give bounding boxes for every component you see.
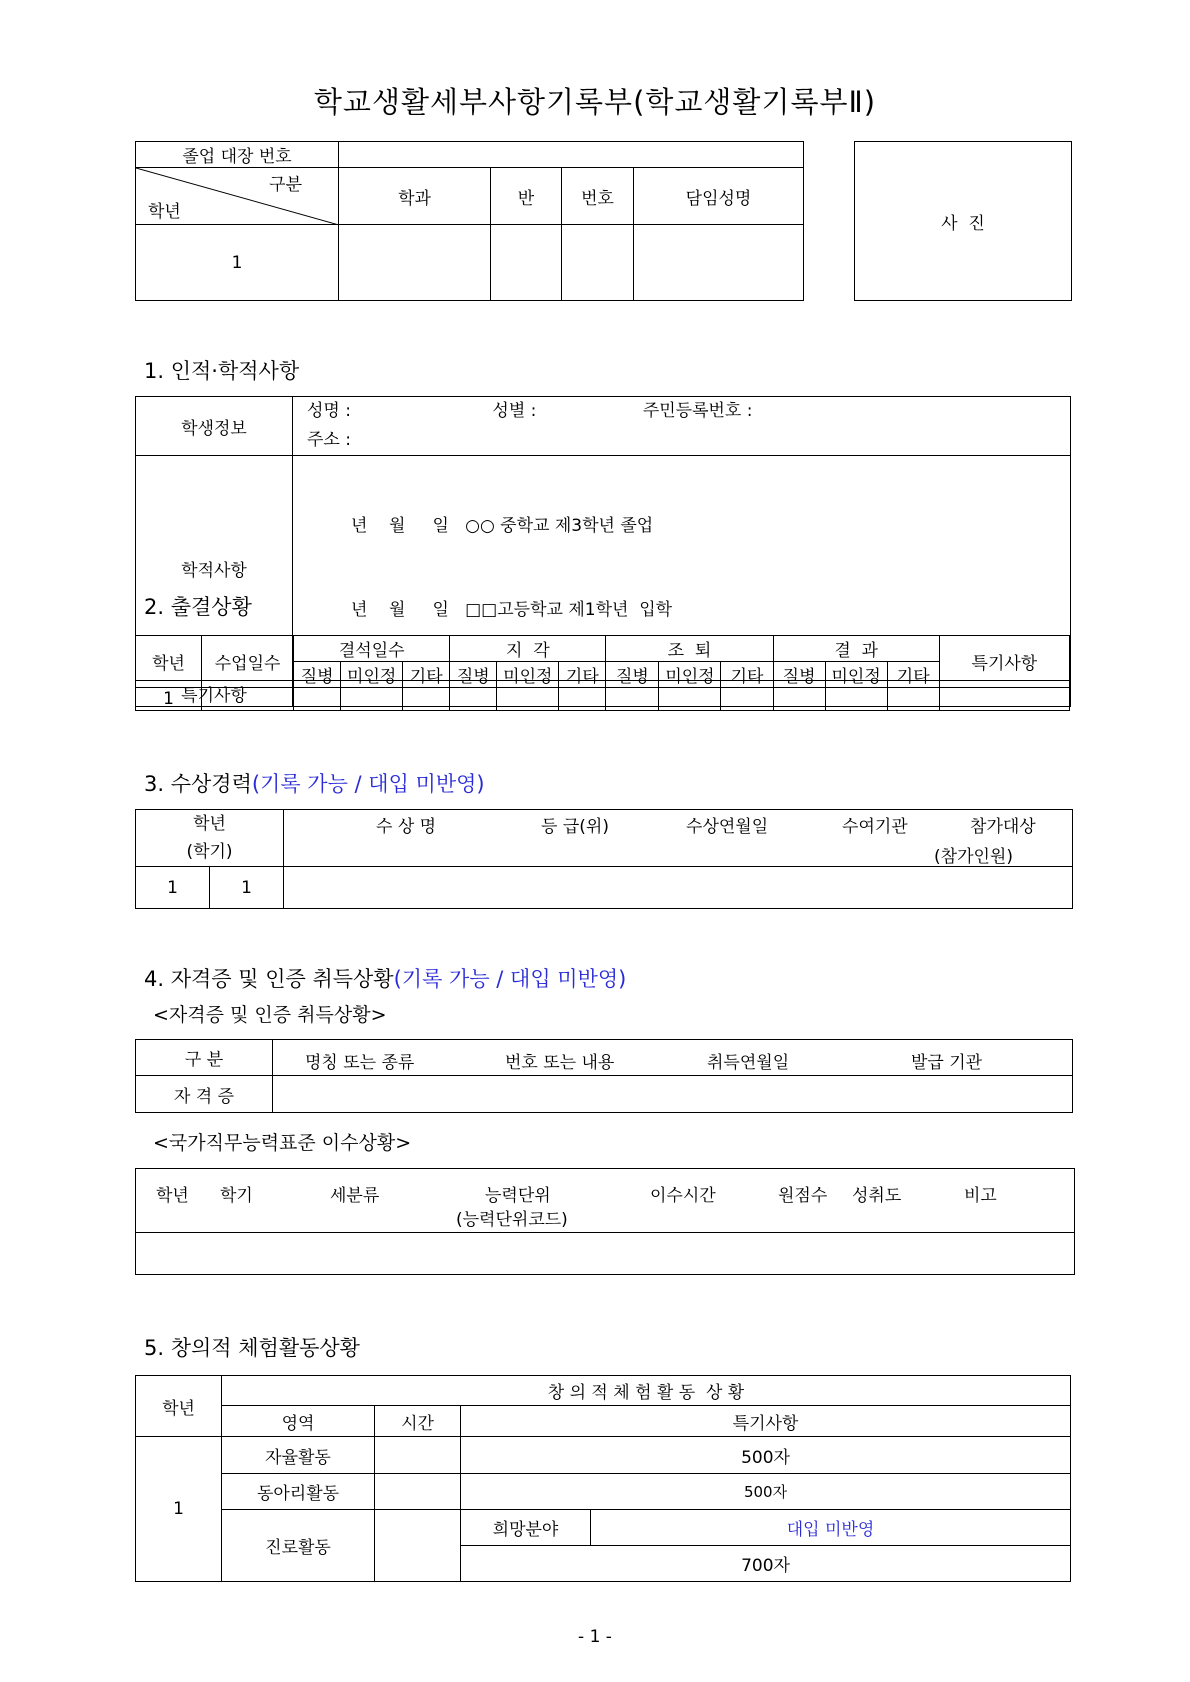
- ban-header: 반: [491, 168, 562, 225]
- attendance-table: [135, 635, 1070, 711]
- creative-activities-table: [135, 1375, 1071, 1582]
- gubun-label: 구분: [269, 175, 302, 195]
- cert-name-header: 명칭 또는 종류: [305, 1053, 415, 1073]
- teacher-header: 담임성명: [634, 168, 804, 225]
- sub-other: 기타: [887, 662, 939, 688]
- att-cell[interactable]: [450, 688, 497, 711]
- section-3-note: (기록 가능 / 대입 미반영): [251, 772, 485, 796]
- att-cell[interactable]: [659, 688, 721, 711]
- certificate-table: [135, 1039, 1073, 1113]
- att-days-header: 수업일수: [202, 636, 294, 688]
- cert-num-header: 번호 또는 내용: [505, 1053, 615, 1073]
- ncs-semester-header: 학기: [220, 1186, 253, 1206]
- att-cell[interactable]: [559, 688, 606, 711]
- dept-value[interactable]: [339, 225, 491, 301]
- ncs-unit-code-header: (능력단위코드): [456, 1210, 568, 1230]
- sub-other: 기타: [721, 662, 773, 688]
- award-row-content[interactable]: [284, 867, 1073, 909]
- cert-issuer-header: 발급 기관: [911, 1053, 983, 1073]
- rrn-label: 주민등록번호 :: [642, 401, 753, 421]
- academic-line-1: 년 월 일 ○○ 중학교 제3학년 졸업: [351, 516, 654, 536]
- award-org-header: 수여기관: [842, 817, 908, 837]
- teacher-value[interactable]: [634, 225, 804, 301]
- ca-autonomous-label: 자율활동: [222, 1437, 375, 1474]
- academic-line-2: 년 월 일 □□고등학교 제1학년 입학: [351, 600, 673, 620]
- ncs-unit-header: 능력단위: [485, 1186, 551, 1206]
- page-number: - 1 -: [578, 1627, 612, 1647]
- grade-label: 학년: [148, 202, 181, 222]
- ca-special-header: 특기사항: [461, 1406, 1071, 1437]
- ca-career-label: 진로활동: [222, 1510, 375, 1582]
- ca-career-time[interactable]: [375, 1510, 461, 1582]
- att-cell[interactable]: [721, 688, 773, 711]
- ban-value[interactable]: [491, 225, 562, 301]
- photo-label: 사 진: [941, 213, 985, 234]
- section-5-heading: 5. 창의적 체험활동상황: [144, 1336, 360, 1360]
- cert-row-label: 자 격 증: [136, 1076, 273, 1113]
- ca-grade-header: 학년: [136, 1376, 222, 1437]
- student-info-label: 학생정보: [136, 397, 293, 456]
- special-label: 특기사항: [136, 681, 293, 707]
- sub-other: 기타: [403, 662, 450, 688]
- att-cell[interactable]: [825, 688, 887, 711]
- number-value[interactable]: [562, 225, 634, 301]
- ncs-table: [135, 1168, 1075, 1275]
- section-4-note: (기록 가능 / 대입 미반영): [393, 967, 627, 991]
- academic-label: 학적사항: [136, 456, 293, 681]
- att-cell[interactable]: [939, 688, 1069, 711]
- award-grade-header: 학년: [193, 814, 226, 834]
- sub-unexcused: 미인정: [825, 662, 887, 688]
- ca-club-note: 500자: [461, 1474, 1071, 1510]
- grade-value: 1: [136, 225, 339, 301]
- grad-no-label: 졸업 대장 번호: [136, 142, 339, 168]
- cert-date-header: 취득연월일: [707, 1053, 790, 1073]
- early-header: 조 퇴: [606, 636, 773, 662]
- ncs-achieve-header: 성취도: [852, 1186, 902, 1206]
- award-semester-header: (학기): [186, 842, 233, 862]
- dept-header: 학과: [339, 168, 491, 225]
- att-cell[interactable]: [606, 688, 659, 711]
- ca-autonomous-time[interactable]: [375, 1437, 461, 1474]
- sub-illness: 질병: [294, 662, 341, 688]
- sub-other: 기타: [559, 662, 606, 688]
- att-cell[interactable]: [341, 688, 403, 711]
- page-title: 학교생활세부사항기록부(학교생활기록부Ⅱ): [313, 85, 877, 119]
- att-cell[interactable]: [403, 688, 450, 711]
- section-2-heading: 2. 출결상황: [144, 595, 252, 619]
- award-target-header: 참가대상: [970, 817, 1036, 837]
- absence-header: 결석일수: [294, 636, 450, 662]
- ca-hope-note: 대입 미반영: [591, 1510, 1071, 1546]
- ca-row-grade: 1: [136, 1437, 222, 1582]
- number-header: 번호: [562, 168, 634, 225]
- ca-time-header: 시간: [375, 1406, 461, 1437]
- att-grade-header: 학년: [136, 636, 202, 688]
- ca-autonomous-note: 500자: [461, 1437, 1071, 1474]
- ncs-subheading: <국가직무능력표준 이수상황>: [153, 1132, 412, 1154]
- award-date-header: 수상연월일: [686, 817, 769, 837]
- ca-career-note: 700자: [461, 1546, 1071, 1582]
- sub-illness: 질병: [773, 662, 825, 688]
- photo-box[interactable]: [854, 141, 1072, 301]
- sub-illness: 질병: [606, 662, 659, 688]
- sub-illness: 질병: [450, 662, 497, 688]
- att-cell[interactable]: [202, 688, 294, 711]
- grad-no-value[interactable]: [339, 142, 804, 168]
- ncs-raw-header: 원점수: [778, 1186, 828, 1206]
- name-label: 성명 :: [307, 401, 351, 421]
- ca-main-header: 창 의 적 체 험 활 동 상 황: [222, 1376, 1071, 1406]
- ca-club-time[interactable]: [375, 1474, 461, 1510]
- section-4-title: 4. 자격증 및 인증 취득상황: [144, 967, 394, 991]
- late-header: 지 각: [450, 636, 606, 662]
- ca-hope-label: 희망분야: [461, 1510, 591, 1546]
- diagonal-header-cell: [136, 168, 339, 225]
- att-special-header: 특기사항: [939, 636, 1069, 688]
- awards-table: [135, 809, 1073, 909]
- att-cell[interactable]: [294, 688, 341, 711]
- sub-unexcused: 미인정: [659, 662, 721, 688]
- att-cell[interactable]: [497, 688, 559, 711]
- section-1-heading: 1. 인적·학적사항: [144, 359, 300, 383]
- skip-header: 결 과: [773, 636, 939, 662]
- section-3-heading: [144, 768, 485, 798]
- gender-label: 성별 :: [492, 401, 537, 421]
- ca-club-label: 동아리활동: [222, 1474, 375, 1510]
- section-3-title: 3. 수상경력: [144, 772, 252, 796]
- section-4-heading: [144, 963, 626, 993]
- award-row-grade: 1: [136, 867, 210, 909]
- sub-unexcused: 미인정: [497, 662, 559, 688]
- cert-row-content[interactable]: [273, 1076, 1073, 1113]
- graduation-info-table: [135, 141, 804, 301]
- ncs-note-header: 비고: [964, 1186, 997, 1206]
- sub-unexcused: 미인정: [341, 662, 403, 688]
- award-participants-header: (참가인원): [934, 847, 1013, 867]
- att-cell[interactable]: [773, 688, 825, 711]
- address-label: 주소 :: [307, 430, 351, 450]
- ncs-grade-header: 학년: [156, 1186, 189, 1206]
- award-name-header: 수 상 명: [376, 817, 437, 837]
- ca-area-header: 영역: [222, 1406, 375, 1437]
- award-rank-header: 등 급(위): [541, 817, 609, 837]
- ncs-hours-header: 이수시간: [650, 1186, 716, 1206]
- ncs-row-content[interactable]: [136, 1233, 1075, 1275]
- att-row-grade: 1: [136, 688, 202, 711]
- cert-subheading: <자격증 및 인증 취득상황>: [153, 1004, 387, 1026]
- award-row-semester: 1: [210, 867, 284, 909]
- cert-gubun-header: 구 분: [136, 1040, 273, 1076]
- att-cell[interactable]: [887, 688, 939, 711]
- ncs-subcat-header: 세분류: [330, 1186, 380, 1206]
